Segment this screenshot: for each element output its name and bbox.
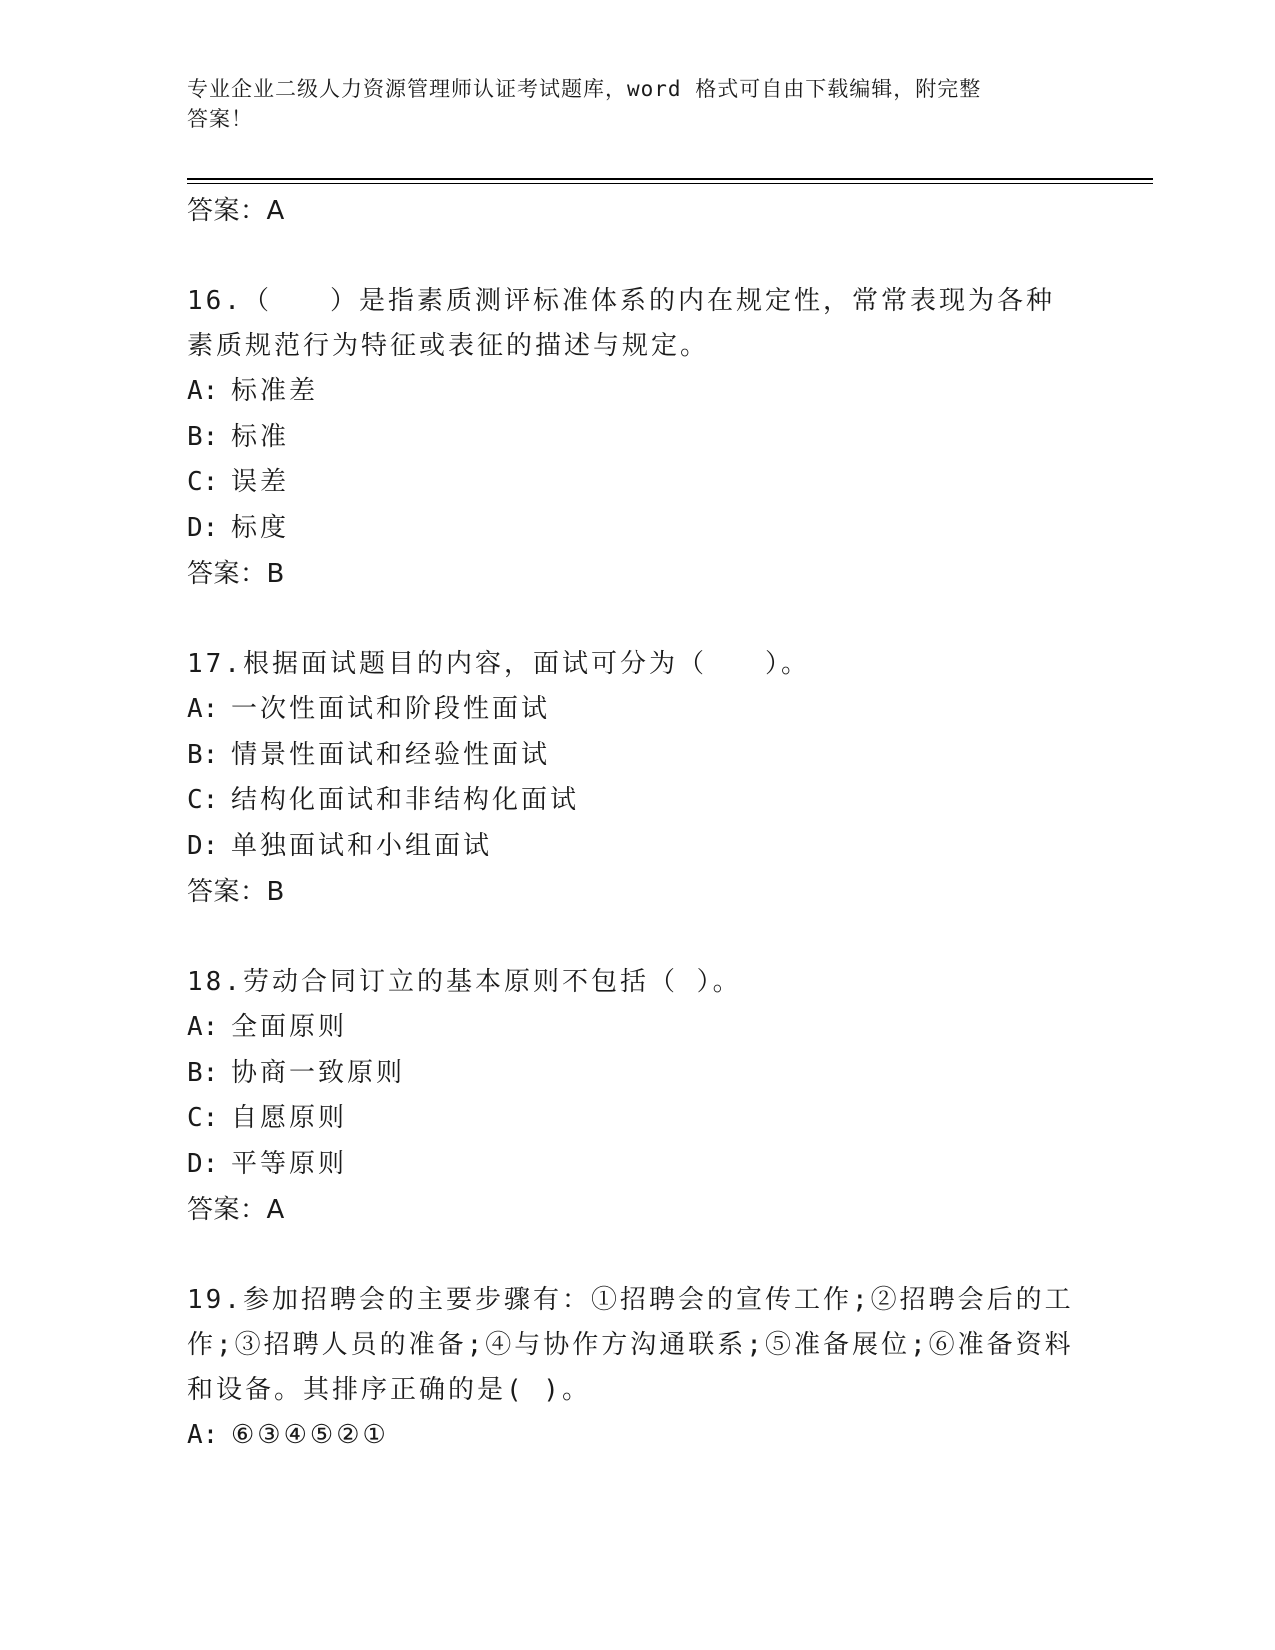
question-16-answer: 答案：B [187, 559, 285, 589]
question-18-option-c: C: 自愿原则 [187, 1103, 348, 1133]
question-18-option-d: D: 平等原则 [187, 1148, 348, 1179]
question-16-option-a: A: 标准差 [187, 376, 319, 406]
header-rule-thick [187, 178, 1153, 180]
question-18-answer: 答案：A [187, 1195, 285, 1225]
question-18-option-a: A: 全面原则 [187, 1012, 348, 1042]
page-header [187, 74, 1067, 134]
question-16-text: 16.（ ）是指素质测评标准体系的内在规定性，常常表现为各种素质规范行为特征或表征的描述与规定。 [187, 286, 1055, 361]
question-17-answer: 答案：B [187, 877, 285, 907]
question-16-option-c: C: 误差 [187, 467, 290, 497]
header-line-2: 答案！ [187, 107, 253, 131]
header-line-1: 专业企业二级人力资源管理师认证考试题库，word 格式可自由下载编辑，附完整 [187, 77, 982, 101]
question-16-option-d: D: 标度 [187, 512, 290, 543]
question-18-text: 18.劳动合同订立的基本原则不包括（ ）。 [187, 967, 742, 997]
question-19-text: 19.参加招聘会的主要步骤有：①招聘会的宣传工作;②招聘会后的工作;③招聘人员的准备;④与协作方沟通联系;⑤准备展位;⑥准备资料和设备。其排序正确的是( )。 [187, 1285, 1074, 1405]
header-rule-thin [187, 183, 1153, 184]
question-17-option-c: C: 结构化面试和非结构化面试 [187, 785, 580, 815]
question-17-option-d: D: 单独面试和小组面试 [187, 830, 493, 861]
question-19-option-a: A: ⑥③④⑤②① [187, 1420, 389, 1450]
previous-answer: 答案：A [187, 196, 285, 226]
question-18-option-b: B: 协商一致原则 [187, 1057, 406, 1088]
question-17-text: 17.根据面试题目的内容，面试可分为（ ）。 [187, 649, 810, 679]
question-16-option-b: B: 标准 [187, 421, 290, 452]
question-17-option-b: B: 情景性面试和经验性面试 [187, 739, 551, 770]
question-17-option-a: A: 一次性面试和阶段性面试 [187, 694, 551, 724]
question-list [187, 188, 1077, 1459]
